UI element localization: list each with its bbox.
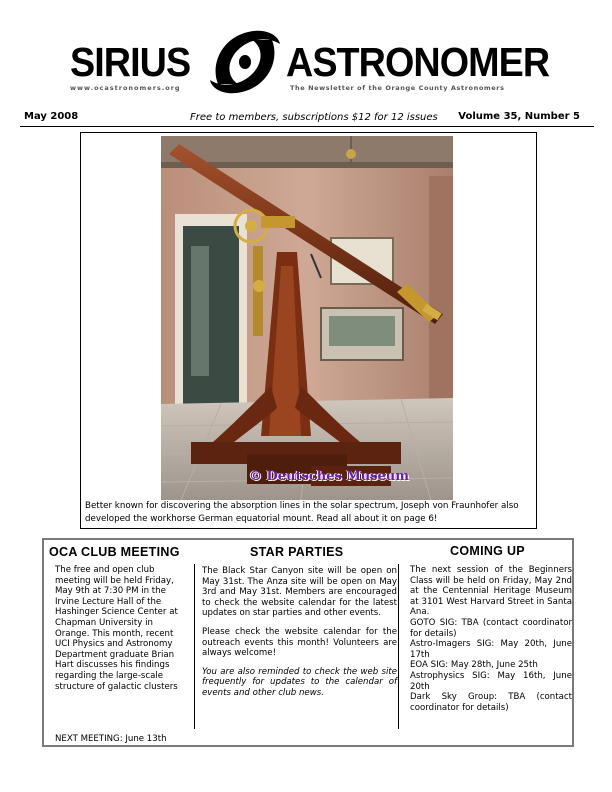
coming-up-column <box>400 540 574 745</box>
coming-up-item: EOA SIG: May 28th, June 25th <box>410 660 538 671</box>
telescope-illustration <box>161 136 453 500</box>
telescope-photo <box>161 136 453 500</box>
oca-club-meeting-title: OCA CLUB MEETING <box>49 545 180 559</box>
coming-up-item: Astrophysics SIG: May 16th, June 20th <box>410 670 572 692</box>
subscription-note: Free to members, subscriptions $12 for 12 issues <box>190 112 438 123</box>
masthead <box>66 22 550 100</box>
star-parties-title: STAR PARTIES <box>250 545 344 559</box>
cover-photo-frame <box>80 132 537 529</box>
photo-copyright: © Deutsches Museum <box>249 469 409 484</box>
coming-up-item: Astro-Imagers SIG: May 20th, June 17th <box>410 639 572 660</box>
masthead-tagline: The Newsletter of the Orange County Astronomers <box>290 84 505 92</box>
star-parties-paragraph-1: The Black Star Canyon site will be open on May 31st. The Anza site will be open on May 3rd and May 31st. Members are encouraged to check the website calendar for the latest updates on star parties and other events. <box>202 566 397 619</box>
oca-club-meeting-column <box>44 540 194 745</box>
comet-logo-icon <box>208 24 282 100</box>
masthead-url: www.ocastronomers.org <box>70 84 181 92</box>
star-parties-paragraph-2: Please check the website calendar for the outreach events this month! Volunteers are always welcome! <box>202 626 397 659</box>
next-meeting: NEXT MEETING: June 13th <box>55 734 167 744</box>
coming-up-list <box>410 565 572 713</box>
star-parties-body <box>202 566 397 707</box>
volume-number: Volume 35, Number 5 <box>458 111 580 122</box>
masthead-title-right: ASTRONOMER <box>286 39 550 85</box>
coming-up-item: Dark Sky Group: TBA (contact coordinator for details) <box>410 692 572 713</box>
masthead-title-left: SIRIUS <box>70 39 191 85</box>
coming-up-item: The next session of the Beginners Class will be held on Friday, May 2nd at the Centennial Heritage Museum at 3101 West Harvard Street in Santa Ana. <box>410 565 572 618</box>
oca-club-meeting-body: The free and open club meeting will be held Friday, May 9th at 7:30 PM in the Irvine Lecture Hall of the Hashinger Science Center at Chapman University in Orange. This month, recent UCI Physics and Astronomy Department graduate Brian Hart discusses his findings regarding the large-scale structure of galactic clusters <box>55 565 178 692</box>
news-box <box>42 538 574 747</box>
star-parties-paragraph-3: You are also reminded to check the web site frequently for updates to the calendar of events and other club news. <box>202 666 397 698</box>
coming-up-item: GOTO SIG: TBA (contact coordinator for details) <box>410 617 572 639</box>
photo-caption: Better known for discovering the absorption lines in the solar spectrum, Joseph von Fraunhofer also developed the workhorse German equatorial mount. Read all about it on page 6! <box>85 501 519 524</box>
issue-info-bar <box>20 109 594 127</box>
coming-up-title: COMING UP <box>450 544 525 558</box>
issue-date: May 2008 <box>24 111 79 122</box>
